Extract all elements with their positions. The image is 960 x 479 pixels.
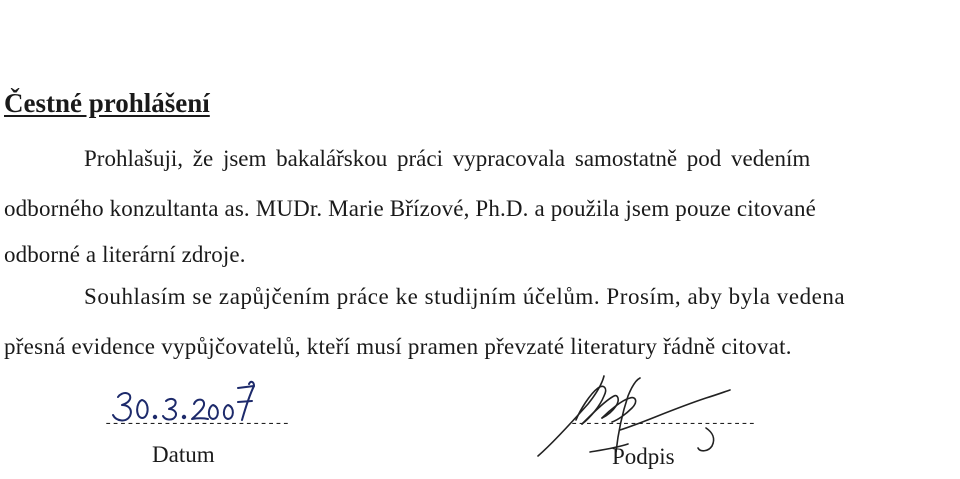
signature-dash-line: -------------------------: [570, 416, 756, 432]
signature-block: [520, 370, 756, 470]
paragraph-line-4: Souhlasím se zapůjčením práce ke studijním účelům. Prosím, aby byla vedena: [84, 284, 846, 309]
signature-label: Podpis: [612, 444, 675, 469]
paragraph-line-2: odborného konzultanta as. MUDr. Marie Břízové, Ph.D. a použila jsem pouze citované: [4, 196, 816, 221]
date-label: Datum: [152, 442, 215, 467]
date-dash-line: -------------------------: [104, 416, 290, 432]
date-block: [104, 380, 288, 470]
document-title: Čestné prohlášení: [4, 88, 210, 118]
paragraph-line-5: přesná evidence vypůjčovatelů, kteří musí pramen převzaté literatury řádně citovat.: [4, 334, 792, 359]
paragraph-line-3: odborné a literární zdroje.: [4, 242, 246, 267]
paragraph-line-1: Prohlašuji, že jsem bakalářskou práci vypracovala samostatně pod vedením: [84, 146, 811, 171]
